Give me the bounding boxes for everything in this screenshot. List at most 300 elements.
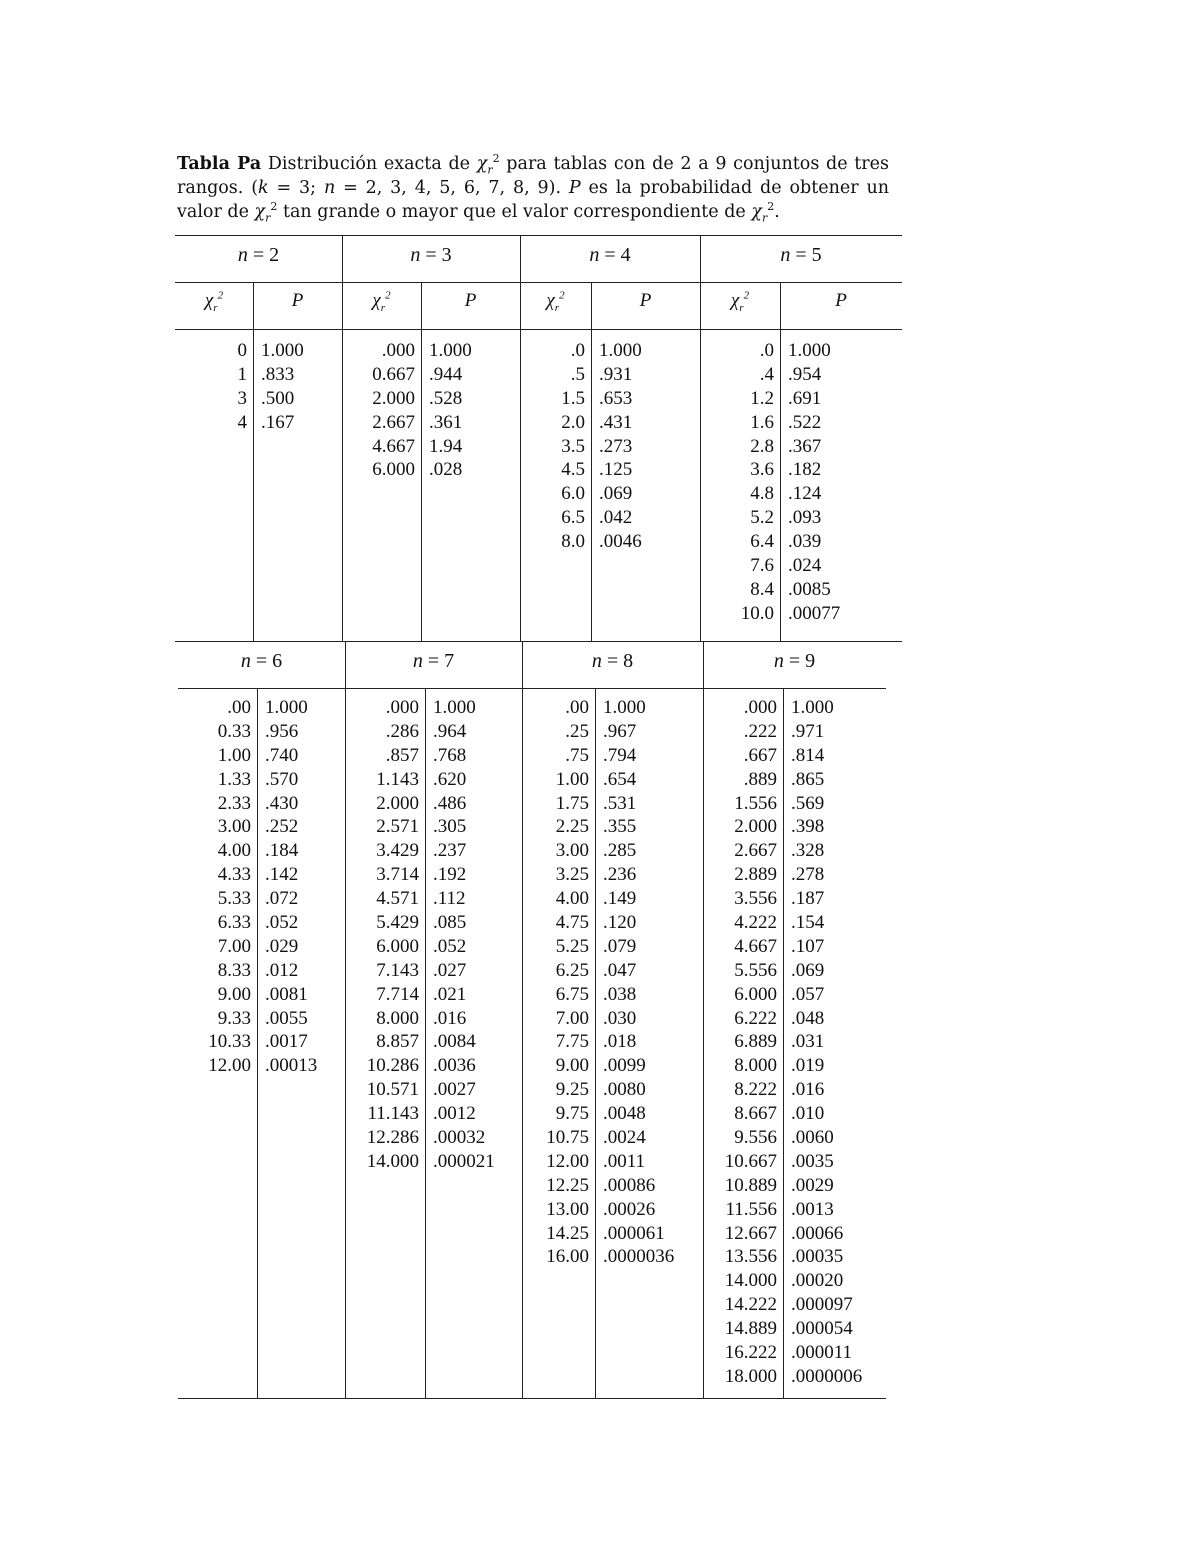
- chi-value-cell: 8.000: [734, 1055, 777, 1077]
- n-header-rule: [178, 688, 886, 689]
- p-value-cell: .954: [788, 363, 822, 385]
- chi-value-cell: 2.667: [372, 411, 415, 433]
- p-value-cell: .0036: [433, 1055, 476, 1077]
- n-value: = 9: [783, 650, 816, 672]
- chi-value-cell: 2.0: [561, 411, 585, 433]
- caption-text-7: .: [774, 202, 780, 222]
- chi-value-cell: 2.33: [217, 792, 251, 814]
- chi-value-cell: 6.25: [555, 959, 589, 981]
- p-value-cell: .865: [791, 768, 825, 790]
- p-value-cell: .964: [433, 720, 467, 742]
- p-value-cell: .000061: [603, 1222, 665, 1244]
- chi-value-cell: 3.714: [376, 864, 419, 886]
- p-value-cell: .000097: [791, 1294, 853, 1316]
- chi-value-cell: 6.33: [217, 912, 251, 934]
- p-value-cell: .149: [603, 888, 637, 910]
- band-bottom-rule: [175, 641, 902, 642]
- chi-value-cell: 1.2: [750, 387, 774, 409]
- p-value-cell: .931: [599, 363, 633, 385]
- chi-value-cell: 1.6: [750, 411, 774, 433]
- chi-value-cell: 4.00: [217, 840, 251, 862]
- chi-value-cell: 12.00: [208, 1055, 251, 1077]
- p-value-cell: .057: [791, 983, 825, 1005]
- chi-values-column: [700, 339, 774, 626]
- n-header: [178, 650, 345, 673]
- n-symbol: n: [323, 178, 336, 198]
- chi-value-cell: 3.00: [217, 816, 251, 838]
- chi-value-cell: 8.857: [376, 1031, 419, 1053]
- r-subscript: r: [739, 301, 744, 314]
- r-subscript: r: [554, 301, 560, 314]
- chi-value-cell: 1.00: [217, 744, 251, 766]
- n-label: n: [591, 650, 602, 672]
- caption-text-4: = 2, 3, 4, 5, 6, 7, 8, 9).: [335, 178, 569, 198]
- p-value-cell: 1.000: [603, 697, 646, 718]
- p-value-cell: .740: [265, 744, 299, 766]
- r-subscript: r: [380, 301, 386, 314]
- chi-value-cell: 4.222: [734, 912, 777, 934]
- chi-value-cell: 4.667: [372, 435, 415, 457]
- n-value: = 5: [790, 244, 822, 266]
- p-value-cell: .052: [265, 912, 299, 934]
- chi-value-cell: 8.4: [750, 578, 774, 600]
- chi-value-cell: 12.286: [366, 1127, 419, 1149]
- chi-value-cell: 2.667: [734, 840, 777, 862]
- n-header: [700, 244, 902, 267]
- chi-value-cell: 2.8: [750, 435, 774, 457]
- table-label: Tabla Pa: [177, 154, 262, 174]
- chi-value-cell: 9.00: [555, 1055, 589, 1077]
- p-value-cell: .833: [261, 363, 295, 385]
- p-value-cell: .654: [603, 768, 637, 790]
- squared-superscript: 2: [743, 289, 750, 302]
- chi-value-cell: .5: [570, 363, 585, 385]
- n-header-rule: [175, 282, 902, 283]
- chi-value-cell: 16.00: [546, 1246, 589, 1268]
- p-value-cell: 1.94: [429, 435, 463, 457]
- chi-value-cell: 9.75: [555, 1103, 589, 1125]
- column-divider: [783, 688, 784, 1398]
- chi-value-cell: 11.556: [725, 1198, 777, 1220]
- p-header: P: [464, 290, 477, 311]
- p-value-cell: .142: [265, 864, 299, 886]
- p-value-cell: 1.000: [599, 340, 642, 361]
- p-value-cell: .500: [261, 387, 295, 409]
- p-value-cell: .069: [599, 483, 633, 505]
- chi-value-cell: 4.8: [750, 483, 774, 505]
- p-symbol: P: [568, 178, 581, 198]
- p-value-cell: 1.000: [429, 340, 472, 361]
- chi-value-cell: .4: [759, 363, 774, 385]
- p-values-column: [603, 696, 703, 1269]
- chi-value-cell: 4.00: [555, 888, 589, 910]
- chi-value-cell: .0: [759, 340, 774, 361]
- chi-r-squared-header: [700, 290, 780, 312]
- chi-values-column: [342, 339, 415, 482]
- n-label: n: [240, 650, 251, 672]
- p-value-cell: 1.000: [265, 697, 308, 718]
- chi-value-cell: 14.000: [724, 1270, 777, 1292]
- p-value-cell: .620: [433, 768, 467, 790]
- p-value-cell: 1.000: [791, 697, 834, 718]
- chi-value-cell: 9.00: [217, 983, 251, 1005]
- chi-value-cell: 8.33: [217, 959, 251, 981]
- chi-value-cell: 4.33: [217, 864, 251, 886]
- chi-value-cell: 14.222: [724, 1294, 777, 1316]
- chi-value-cell: 8.222: [734, 1079, 777, 1101]
- caption-text-1: Distribución exacta de: [261, 154, 477, 174]
- p-value-cell: .184: [265, 840, 299, 862]
- chi-value-cell: 14.889: [724, 1318, 777, 1340]
- p-value-cell: .028: [429, 459, 463, 481]
- chi-value-cell: 9.33: [217, 1007, 251, 1029]
- chi-value-cell: .0: [570, 340, 585, 361]
- chi-value-cell: 8.667: [734, 1103, 777, 1125]
- chi-value-cell: 3.6: [750, 459, 774, 481]
- chi-value-cell: 10.33: [208, 1031, 251, 1053]
- chi-value-cell: 1.5: [561, 387, 585, 409]
- n-label: n: [410, 244, 421, 266]
- chi-value-cell: 1: [237, 363, 247, 385]
- n-value: = 8: [601, 650, 634, 672]
- p-value-cell: .0080: [603, 1079, 646, 1101]
- p-header: P: [639, 290, 652, 311]
- p-value-cell: .0017: [265, 1031, 308, 1053]
- squared-superscript: 2: [385, 289, 391, 302]
- p-value-cell: .00066: [791, 1222, 844, 1244]
- p-value-cell: .0084: [433, 1031, 476, 1053]
- chi-value-cell: 4.5: [561, 459, 585, 481]
- chi-value-cell: 14.25: [546, 1222, 589, 1244]
- p-value-cell: .000011: [791, 1342, 853, 1364]
- p-value-cell: .00035: [791, 1246, 844, 1268]
- n-header: [703, 650, 886, 673]
- chi-value-cell: 5.33: [217, 888, 251, 910]
- chi-glyph: χ: [546, 290, 555, 311]
- table-top-rule: [175, 235, 902, 236]
- chi-value-cell: 3.556: [734, 888, 777, 910]
- n-header: [345, 650, 522, 673]
- n-label: n: [589, 244, 600, 266]
- chi-value-cell: 5.25: [555, 935, 589, 957]
- p-value-cell: .653: [599, 387, 633, 409]
- p-value-cell: .031: [791, 1031, 825, 1053]
- p-values-column: [429, 339, 520, 482]
- chi-value-cell: .000: [385, 697, 419, 718]
- caption-text-6: tan grande o mayor que el valor correspondiente de: [277, 202, 752, 222]
- chi-value-cell: 12.25: [546, 1174, 589, 1196]
- chi-value-cell: 6.000: [734, 983, 777, 1005]
- chi-r-squared-header: [175, 290, 253, 312]
- chi-value-cell: 1.00: [555, 768, 589, 790]
- p-value-cell: 1.000: [788, 340, 831, 361]
- chi-value-cell: 10.75: [546, 1127, 589, 1149]
- p-value-cell: .00086: [603, 1174, 656, 1196]
- chi-value-cell: 9.25: [555, 1079, 589, 1101]
- p-value-cell: .093: [788, 507, 822, 529]
- k-symbol: k: [258, 178, 269, 198]
- chi-value-cell: 10.571: [366, 1079, 419, 1101]
- chi-subscript-2: r: [265, 211, 271, 225]
- p-value-cell: .000054: [791, 1318, 853, 1340]
- p-value-cell: .570: [265, 768, 299, 790]
- chi-value-cell: 2.889: [734, 864, 777, 886]
- p-value-cell: .024: [788, 555, 822, 577]
- squared-superscript: 2: [559, 289, 565, 302]
- p-header: P: [835, 290, 847, 311]
- p-value-cell: .768: [433, 744, 467, 766]
- chi-value-cell: .000: [743, 697, 777, 718]
- chi-value-cell: 1.143: [376, 768, 419, 790]
- chi-value-cell: 3.5: [561, 435, 585, 457]
- chi-value-cell: 6.222: [734, 1007, 777, 1029]
- n-header: [342, 244, 520, 267]
- p-values-column: [265, 696, 345, 1078]
- p-value-cell: .052: [433, 935, 467, 957]
- p-value-cell: 1.000: [433, 697, 476, 718]
- p-value-cell: .305: [433, 816, 467, 838]
- chi-value-cell: 4.75: [555, 912, 589, 934]
- chi-value-cell: 2.25: [555, 816, 589, 838]
- p-value-cell: .0029: [791, 1174, 834, 1196]
- p-value-cell: .956: [265, 720, 299, 742]
- p-value-cell: .0060: [791, 1127, 834, 1149]
- chi-value-cell: 9.556: [734, 1127, 777, 1149]
- n-header: [175, 244, 342, 267]
- p-value-cell: .00026: [603, 1198, 656, 1220]
- p-value-cell: .107: [791, 935, 825, 957]
- p-value-cell: .0024: [603, 1127, 646, 1149]
- chi-value-cell: 1.75: [555, 792, 589, 814]
- p-value-cell: .182: [788, 459, 822, 481]
- p-value-cell: .361: [429, 411, 463, 433]
- p-value-cell: .112: [433, 888, 466, 910]
- p-value-cell: 1.000: [261, 340, 304, 361]
- chi-value-cell: 4: [237, 411, 247, 433]
- caption-text-2: para tablas con de 2 a 9 conjuntos de tres rangos. (: [177, 154, 889, 198]
- p-value-cell: .0081: [265, 983, 308, 1005]
- p-value-cell: .069: [791, 959, 825, 981]
- p-value-cell: .125: [599, 459, 633, 481]
- column-divider: [257, 688, 258, 1398]
- chi-value-cell: .25: [565, 720, 589, 742]
- p-value-cell: .047: [603, 959, 637, 981]
- p-value-cell: .285: [603, 840, 637, 862]
- n-value: = 6: [250, 650, 283, 672]
- chi-value-cell: 11.143: [367, 1103, 419, 1125]
- chi-superscript: 2: [492, 152, 500, 166]
- chi-value-cell: 3.00: [555, 840, 589, 862]
- p-value-cell: .030: [603, 1007, 637, 1029]
- p-value-cell: .278: [791, 864, 825, 886]
- chi-value-cell: 3: [237, 387, 247, 409]
- p-value-cell: .0013: [791, 1198, 834, 1220]
- chi-value-cell: 4.667: [734, 935, 777, 957]
- chi-value-cell: 13.556: [724, 1246, 777, 1268]
- chi-symbol: χ: [476, 154, 488, 174]
- chi-glyph: χ: [372, 290, 381, 311]
- chi-value-cell: 10.889: [724, 1174, 777, 1196]
- p-value-cell: .237: [433, 840, 467, 862]
- p-value-cell: .029: [265, 935, 299, 957]
- p-value-cell: .039: [788, 531, 822, 553]
- chi-subscript-3: r: [761, 211, 768, 225]
- column-divider: [780, 282, 781, 641]
- p-value-cell: .019: [791, 1055, 825, 1077]
- chi-value-cell: 6.000: [372, 459, 415, 481]
- chi-r-squared-header: [342, 290, 421, 312]
- chi-value-cell: 13.00: [546, 1198, 589, 1220]
- p-value-cell: .569: [791, 792, 825, 814]
- chi-value-cell: .667: [743, 744, 777, 766]
- p-values-column: [433, 696, 522, 1174]
- p-value-cell: .016: [791, 1079, 825, 1101]
- p-value-cell: .00020: [791, 1270, 844, 1292]
- p-value-cell: .0085: [788, 578, 831, 600]
- p-value-cell: .367: [788, 435, 822, 457]
- chi-values-column: [522, 696, 589, 1269]
- p-value-cell: .018: [603, 1031, 637, 1053]
- p-value-cell: .085: [433, 912, 467, 934]
- p-value-cell: .010: [791, 1103, 825, 1125]
- n-value: = 3: [420, 244, 452, 266]
- chi-value-cell: 10.0: [740, 602, 774, 624]
- p-value-cell: .691: [788, 387, 822, 409]
- chi-value-cell: .00: [227, 697, 251, 718]
- chi-value-cell: 8.0: [561, 531, 585, 553]
- p-values-column: [261, 339, 342, 435]
- chi-value-cell: 6.4: [750, 531, 774, 553]
- p-values-column: [791, 696, 886, 1389]
- chi-value-cell: 7.00: [555, 1007, 589, 1029]
- p-value-cell: .000021: [433, 1150, 495, 1172]
- chi-value-cell: 18.000: [724, 1365, 777, 1387]
- p-value-cell: .072: [265, 888, 299, 910]
- n-value: = 2: [247, 244, 280, 266]
- p-value-cell: .431: [599, 411, 633, 433]
- p-values-column: [599, 339, 700, 554]
- p-value-cell: .016: [433, 1007, 467, 1029]
- p-value-cell: .079: [603, 935, 637, 957]
- p-value-cell: .814: [791, 744, 825, 766]
- chi-value-cell: 12.00: [546, 1150, 589, 1172]
- chi-value-cell: 12.667: [724, 1222, 777, 1244]
- n-header: [520, 244, 700, 267]
- p-value-cell: .794: [603, 744, 637, 766]
- column-divider: [421, 282, 422, 641]
- chi-value-cell: 6.0: [561, 483, 585, 505]
- p-value-cell: .012: [265, 959, 299, 981]
- p-value-cell: .027: [433, 959, 467, 981]
- chi-value-cell: .889: [743, 768, 777, 790]
- column-divider: [425, 688, 426, 1398]
- p-value-cell: .328: [791, 840, 825, 862]
- p-value-cell: .0000006: [791, 1365, 863, 1387]
- chi-value-cell: 4.571: [376, 888, 419, 910]
- p-values-column: [788, 339, 902, 626]
- p-value-cell: .120: [603, 912, 637, 934]
- chi-value-cell: 3.429: [376, 840, 419, 862]
- p-value-cell: .048: [791, 1007, 825, 1029]
- p-value-cell: .0011: [603, 1150, 646, 1172]
- chi-value-cell: 16.222: [724, 1342, 777, 1364]
- column-divider: [591, 282, 592, 641]
- p-value-cell: .252: [265, 816, 299, 838]
- chi-values-column: [178, 696, 251, 1078]
- p-value-cell: .00013: [265, 1055, 318, 1077]
- chi-values-column: [175, 339, 247, 435]
- n-value: = 4: [599, 244, 631, 266]
- column-divider: [595, 688, 596, 1398]
- p-value-cell: .236: [603, 864, 637, 886]
- chi-value-cell: 2.000: [372, 387, 415, 409]
- p-value-cell: .0035: [791, 1150, 834, 1172]
- chi-value-cell: 10.286: [366, 1055, 419, 1077]
- chi-value-cell: 2.571: [376, 816, 419, 838]
- p-value-cell: .124: [788, 483, 822, 505]
- chi-subscript: r: [487, 163, 493, 177]
- chi-value-cell: .286: [385, 720, 419, 742]
- caption-text-3: = 3;: [268, 178, 324, 198]
- chi-r-squared-header: [520, 290, 591, 312]
- n-label: n: [412, 650, 423, 672]
- chi-value-cell: .857: [385, 744, 419, 766]
- chi-value-cell: 7.6: [750, 555, 774, 577]
- p-value-cell: .0012: [433, 1103, 476, 1125]
- chi-values-column: [703, 696, 777, 1389]
- chi-values-column: [345, 696, 419, 1174]
- chi-value-cell: 6.75: [555, 983, 589, 1005]
- chi-value-cell: .00: [565, 697, 589, 718]
- chi-value-cell: 10.667: [724, 1150, 777, 1172]
- p-value-cell: .967: [603, 720, 637, 742]
- squared-superscript: 2: [217, 289, 224, 302]
- chi-value-cell: 0.33: [217, 720, 251, 742]
- chi-value-cell: 1.33: [217, 768, 251, 790]
- n-header: [522, 650, 703, 673]
- p-header: P: [291, 290, 304, 311]
- column-divider: [253, 282, 254, 641]
- chi-symbol-3: χ: [751, 202, 762, 222]
- column-header-rule: [175, 329, 902, 330]
- p-value-cell: .038: [603, 983, 637, 1005]
- p-value-cell: .154: [791, 912, 825, 934]
- p-value-cell: .0048: [603, 1103, 646, 1125]
- p-value-cell: .430: [265, 792, 299, 814]
- chi-value-cell: 2.000: [734, 816, 777, 838]
- chi-value-cell: 1.556: [734, 792, 777, 814]
- chi-value-cell: 6.000: [376, 935, 419, 957]
- p-value-cell: .944: [429, 363, 463, 385]
- band-bottom-rule: [178, 1398, 886, 1399]
- chi-superscript-3: 2: [767, 200, 775, 214]
- p-value-cell: .486: [433, 792, 467, 814]
- p-value-cell: .273: [599, 435, 633, 457]
- chi-superscript-2: 2: [270, 200, 278, 214]
- chi-value-cell: .222: [743, 720, 777, 742]
- chi-value-cell: 14.000: [366, 1150, 419, 1172]
- chi-values-column: [520, 339, 585, 554]
- p-value-cell: .971: [791, 720, 825, 742]
- chi-value-cell: .000: [381, 340, 415, 361]
- p-value-cell: .0046: [599, 531, 642, 553]
- table-caption: [177, 152, 889, 224]
- p-value-cell: .00077: [788, 602, 841, 624]
- p-value-cell: .522: [788, 411, 822, 433]
- chi-value-cell: 5.429: [376, 912, 419, 934]
- chi-value-cell: 7.75: [555, 1031, 589, 1053]
- chi-value-cell: 2.000: [376, 792, 419, 814]
